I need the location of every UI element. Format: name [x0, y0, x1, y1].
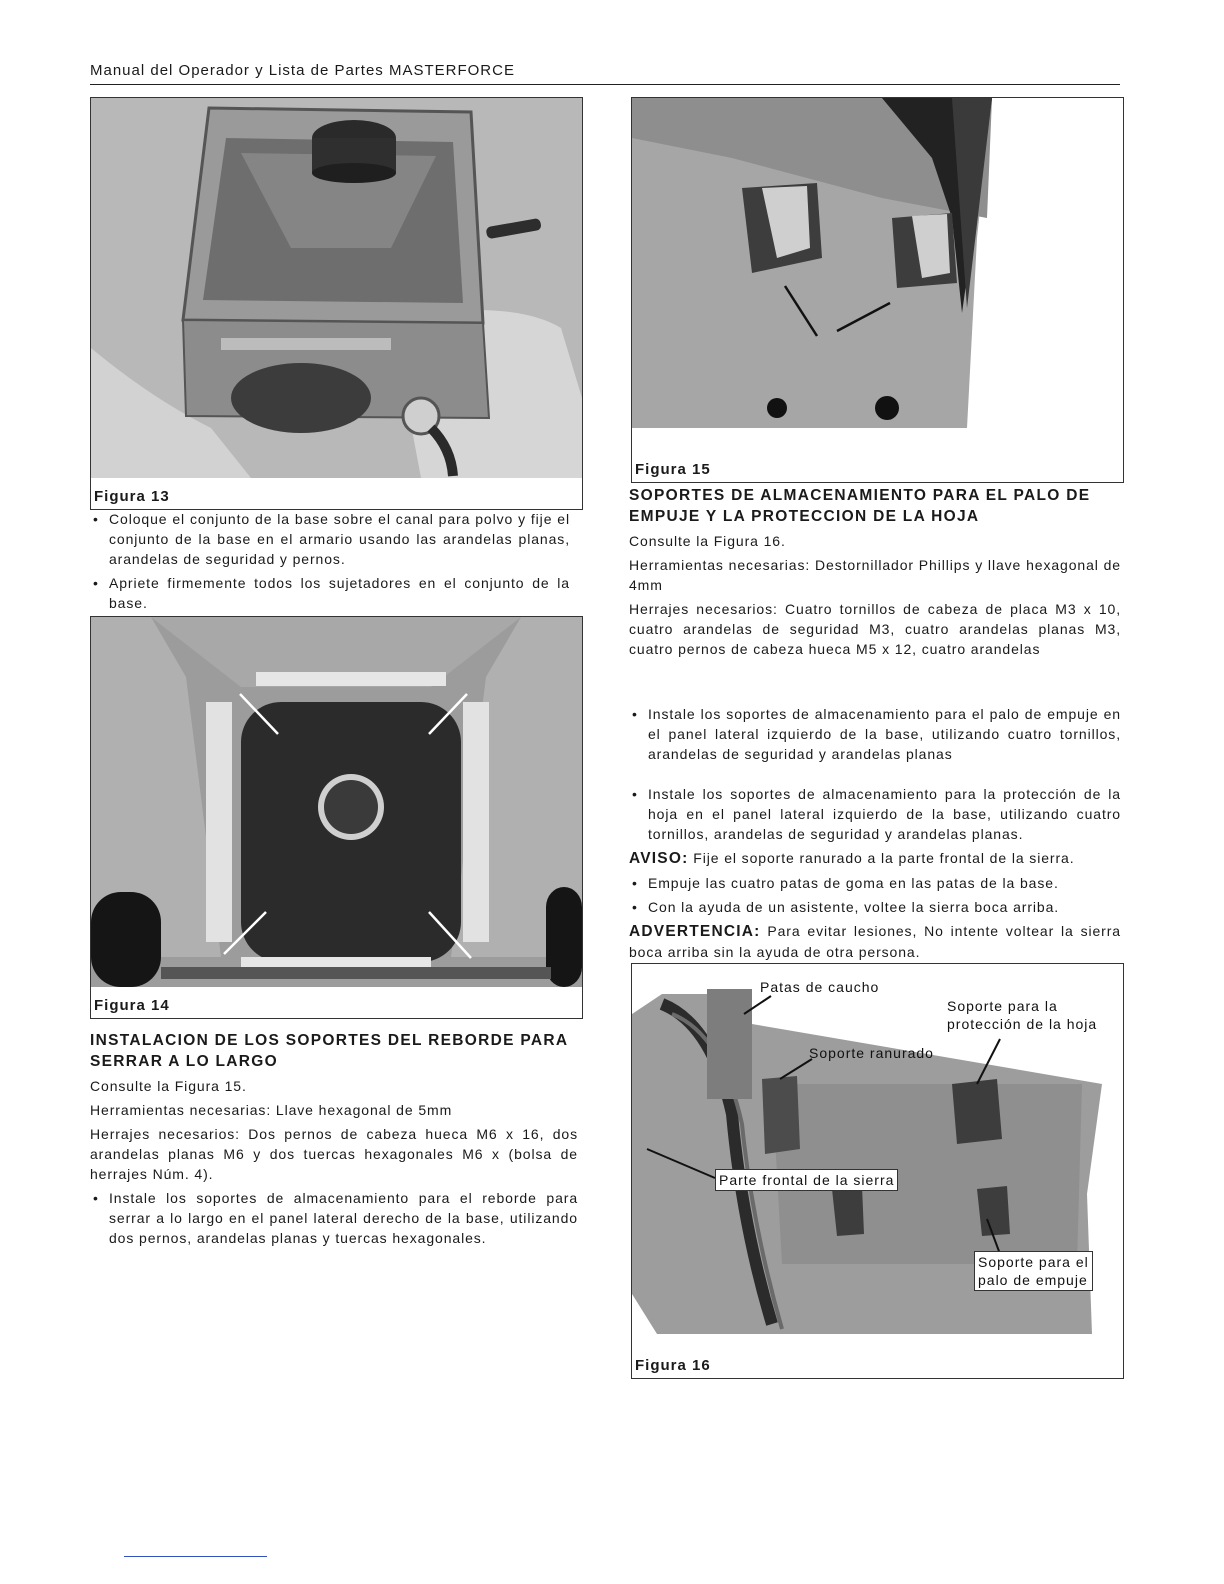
storage-bullets	[629, 704, 1121, 844]
paragraph: Herrajes necesarios: Cuatro tornillos de cabeza de placa M3 x 10, cuatro arandelas de seguridad M3, cuatro arandelas planas M3, cuatro pernos de cabeza hueca M5 x 12, cuatro arandelas	[629, 601, 1121, 657]
list-item: • Instale los soportes de almacenamiento para la protección de la hoja en el panel lateral izquierdo de la base, utilizando cuatro tornillos, arandelas de seguridad y arandelas planas.	[629, 784, 1121, 844]
paragraph: Herrajes necesarios: Dos pernos de cabeza hueca M6 x 16, dos arandelas planas M6 y dos tuercas hexagonales M6 x (bolsa de herrajes Núm. 4).	[90, 1126, 578, 1182]
figure-14-photo	[91, 617, 582, 987]
figure-13	[90, 97, 583, 510]
list-item: • Con la ayuda de un asistente, voltee la sierra boca arriba.	[629, 897, 1121, 917]
figure-15	[631, 97, 1124, 483]
figure-14-label: Figura 14	[94, 997, 170, 1014]
callout-saw-front: Parte frontal de la sierra	[715, 1169, 898, 1191]
figure-16	[631, 963, 1124, 1379]
section-heading-storage: SOPORTES DE ALMACENAMIENTO PARA EL PALO DE EMPUJE Y LA PROTECCION DE LA HOJA	[629, 487, 1091, 525]
list-item: • Empuje las cuatro patas de goma en las patas de la base.	[629, 873, 1121, 893]
base-assembly-bullets	[90, 509, 570, 613]
callout-blade-guard-holder	[947, 997, 1097, 1033]
warning-text: Para evitar lesiones, No intente voltear la sierra boca arriba sin la ayuda de otra persona.	[629, 923, 1121, 960]
warning-paragraph	[629, 921, 1121, 962]
paragraph: Herramientas necesarias: Destornillador Phillips y llave hexagonal de 4mm	[629, 557, 1121, 593]
right-column-text-top	[629, 485, 1121, 663]
page-header	[90, 60, 1120, 85]
list-item: • Apriete firmemente todos los sujetadores en el conjunto de la base.	[90, 573, 570, 613]
callout-line: palo de empuje	[978, 1272, 1088, 1288]
paragraph: Herramientas necesarias: Llave hexagonal de 5mm	[90, 1102, 453, 1118]
left-column-top-text	[90, 509, 570, 617]
figure-13-label: Figura 13	[94, 488, 170, 505]
list-item: • Instale los soportes de almacenamiento para el reborde para serrar a lo largo en el panel lateral derecho de la base, utilizando dos pernos, arandelas planas y tuercas hexagonales.	[90, 1188, 578, 1248]
paragraph: Consulte la Figura 16.	[629, 533, 786, 549]
notice-text: Fije el soporte ranurado a la parte frontal de la sierra.	[688, 850, 1075, 866]
list-item: • Coloque el conjunto de la base sobre el canal para polvo y fije el conjunto de la base en el armario usando las arandelas planas, arandelas de seguridad y pernos.	[90, 509, 570, 569]
flip-saw-bullets	[629, 873, 1121, 917]
figure-13-photo	[91, 98, 582, 478]
left-column-bottom-text	[90, 1030, 578, 1252]
notice-paragraph	[629, 848, 1121, 869]
callout-push-stick-holder	[974, 1251, 1093, 1291]
section-heading-rip-fence: INSTALACION DE LOS SOPORTES DEL REBORDE PARA SERRAR A LO LARGO	[90, 1032, 568, 1070]
warning-label: ADVERTENCIA:	[629, 923, 761, 940]
footer-rule	[124, 1556, 267, 1557]
callout-line: Soporte para la	[947, 998, 1058, 1014]
callout-slotted-holder: Soporte ranurado	[809, 1045, 934, 1061]
right-column-text-bottom	[629, 704, 1121, 966]
figure-16-label: Figura 16	[635, 1357, 711, 1374]
list-item: • Instale los soportes de almacenamiento para el palo de empuje en el panel lateral izquierdo de la base, utilizando cuatro tornillos, arandelas de seguridad y arandelas planas	[629, 704, 1121, 764]
figure-14	[90, 616, 583, 1019]
paragraph: Consulte la Figura 15.	[90, 1078, 247, 1094]
figure-15-label: Figura 15	[635, 461, 711, 478]
figure-15-photo	[632, 98, 1123, 438]
rip-fence-bullets	[90, 1188, 578, 1248]
callout-rubber-feet: Patas de caucho	[760, 979, 880, 995]
page-header-title: Manual del Operador y Lista de Partes MASTERFORCE	[90, 62, 515, 79]
notice-label: AVISO:	[629, 850, 689, 867]
callout-line: protección de la hoja	[947, 1016, 1098, 1032]
callout-line: Soporte para el	[978, 1254, 1089, 1270]
